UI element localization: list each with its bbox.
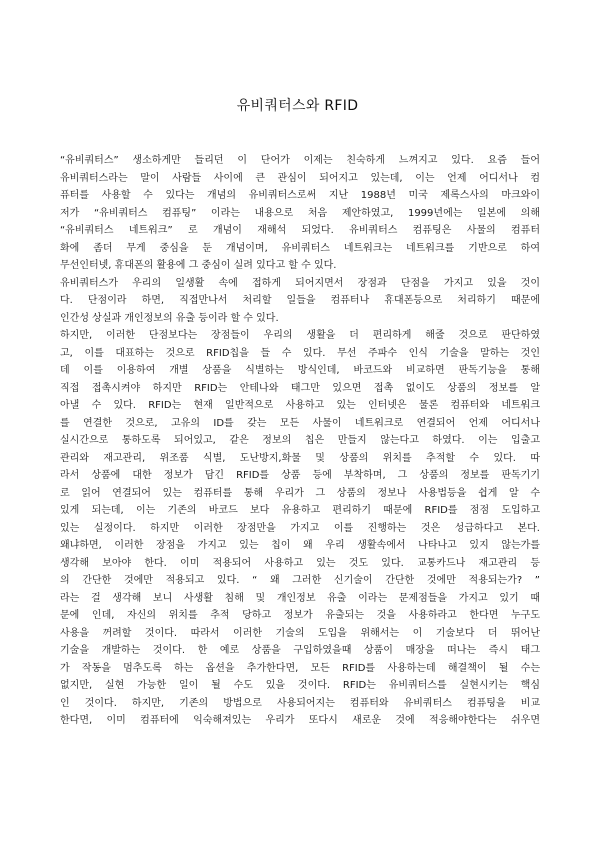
body-line: 무선인터넷, 휴대폰의 활용에 그 중심이 실려 있다고 할 수 있다. [60, 260, 337, 271]
body-line: 유비쿼터스가 우리의 일생활 속에 접하게 되어지면서 장점과 단점을 가지고 있을 것이 [60, 277, 540, 289]
body-line: 저가 “유비쿼터스 컴퓨팅” 이라는 내용으로 처음 제안하였고, 1999년에는 일본에 의해 [60, 207, 540, 219]
body-line: 로 읽어 연결되어 있는 컴퓨터를 통해 우리가 그 상품의 정보나 사용법등을 쉽게 알 수 [60, 487, 540, 499]
body-line: 실시간으로 통하도록 되어있고, 같은 정보의 칩은 만들지 않는다고 하였다. 이는 입출고 [60, 435, 540, 446]
body-line: 없지만, 실현 가능한 일이 될 수도 있을 것이다. RFID는 유비쿼터스를 실현시키는 핵심 [60, 680, 540, 691]
document-title: 유비쿼터스와 RFID [236, 98, 359, 114]
body-line: 있게 되는데, 이는 기존의 바코드 보다 유용하고 편리하기 때문에 RFID를 점점 도입하고 [60, 505, 540, 516]
body-line: 라는 걸 생각해 보니 사생활 침해 및 개인정보 유출 이라는 문제점들을 가지고 있기 때 [60, 592, 540, 604]
body-line: 생각해 보아야 한다. 이미 적용되어 사용하고 있는 것도 있다. 교통카드나 재고관리 등 [60, 557, 540, 569]
body-line: 인간성 상실과 개인정보의 유출 등이라 할 수 있다. [60, 312, 279, 324]
body-line: 한다면, 이미 컴퓨터에 익숙해져있는 우리가 또다시 새로운 것에 적응해야한다는 쉬우면 [60, 715, 540, 726]
body-line: 관리와 재고관리, 위조품 식별, 도난방지,화물 및 상품의 위치를 추적할 수 있다. 따 [60, 452, 540, 464]
body-line: 다. 단점이라 하면, 직접만나서 처리할 일들을 컴퓨터나 휴대폰등으로 처리하기 때문에 [60, 295, 540, 306]
body-line: 유비쿼터스라는 말이 사람들 사이에 큰 관심이 되어지고 있는데, 이는 언제 어디서나 컴 [60, 172, 540, 184]
body-line: 문에 인데, 자신의 위치를 추적 당하고 정보가 유출되는 것을 사용하라고 한다면 누구도 [60, 610, 540, 621]
body-line: 가 작동을 멈추도록 하는 옵션을 추가한다면, 모든 RFID를 사용하는데 해결책이 될 수는 [60, 662, 540, 674]
body-line: 사용을 꺼려할 것이다. 따라서 이러한 기술의 도입을 위해서는 이 기술보다 더 뛰어난 [60, 627, 540, 639]
body-line: 고, 이를 대표하는 것으로 RFID칩을 들 수 있다. 무선 주파수 인식 기술을 말하는 것인 [60, 347, 540, 359]
body-line: 데 이를 이용하여 개별 상품을 식별하는 방식인데, 바코드와 비교하면 판독기능을 통해 [60, 365, 540, 376]
body-line: 직접 접촉시켜야 하지만 RFID는 안테나와 태그만 있으면 접촉 없이도 상품의 정보를 알 [60, 382, 540, 394]
document-body [60, 152, 540, 730]
body-line: 라서 상품에 대한 정보가 담긴 RFID를 상품 등에 부착하며, 그 상품의 정보를 판독기기 [60, 470, 540, 481]
body-line: 기술을 개발하는 것이다. 한 예로 상품을 구입하였을때 상품이 매장을 떠나는 즉시 태그 [60, 645, 540, 656]
body-line: 인 것이다. 하지만, 기존의 방법으로 사용되어지는 컴퓨터와 유비쿼터스 컴퓨팅을 비교 [60, 697, 540, 709]
body-line: 아낼 수 있다. RFID는 현재 일반적으로 사용하고 있는 인터넷은 물론 컴퓨터와 네트워크 [60, 400, 540, 411]
body-line: “유비쿼터스” 생소하게만 들리던 이 단어가 이제는 친숙하게 느껴지고 있다. 요즘 들어 [60, 155, 540, 166]
body-line: 를 연결한 것으로, 고유의 ID를 갖는 모든 사물이 네트워크로 연결되어 언제 어디서나 [60, 417, 540, 429]
body-line: 의 간단한 것에만 적용되고 있다. “ 왜 그러한 신기술이 간단한 것에만 적용되는가? ” [60, 575, 540, 586]
body-line: 퓨터를 사용할 수 있다는 개념의 유비쿼터스로써 지난 1988년 미국 제록스사의 마크와이 [60, 190, 540, 201]
body-line: 화에 좀더 무게 중심을 둔 개념이며, 유비쿼터스 네트워크는 네트워크를 기반으로 하여 [60, 242, 540, 254]
body-line: 왜냐하면, 이러한 장점을 가지고 있는 칩이 왜 우리 생활속에서 나타나고 있지 않는가를 [60, 540, 540, 551]
body-line: “유비쿼터스 네트워크” 로 개념이 재해석 되었다. 유비쿼터스 컴퓨팅은 사물의 컴퓨터 [60, 225, 540, 236]
body-line: 있는 실정이다. 하지만 이러한 장점만을 가지고 이를 진행하는 것은 성급하다고 본다. [60, 522, 540, 534]
body-line: 하지만, 이러한 단점보다는 장점들이 우리의 생활을 더 편리하게 해줄 것으로 판단하였 [60, 330, 540, 341]
